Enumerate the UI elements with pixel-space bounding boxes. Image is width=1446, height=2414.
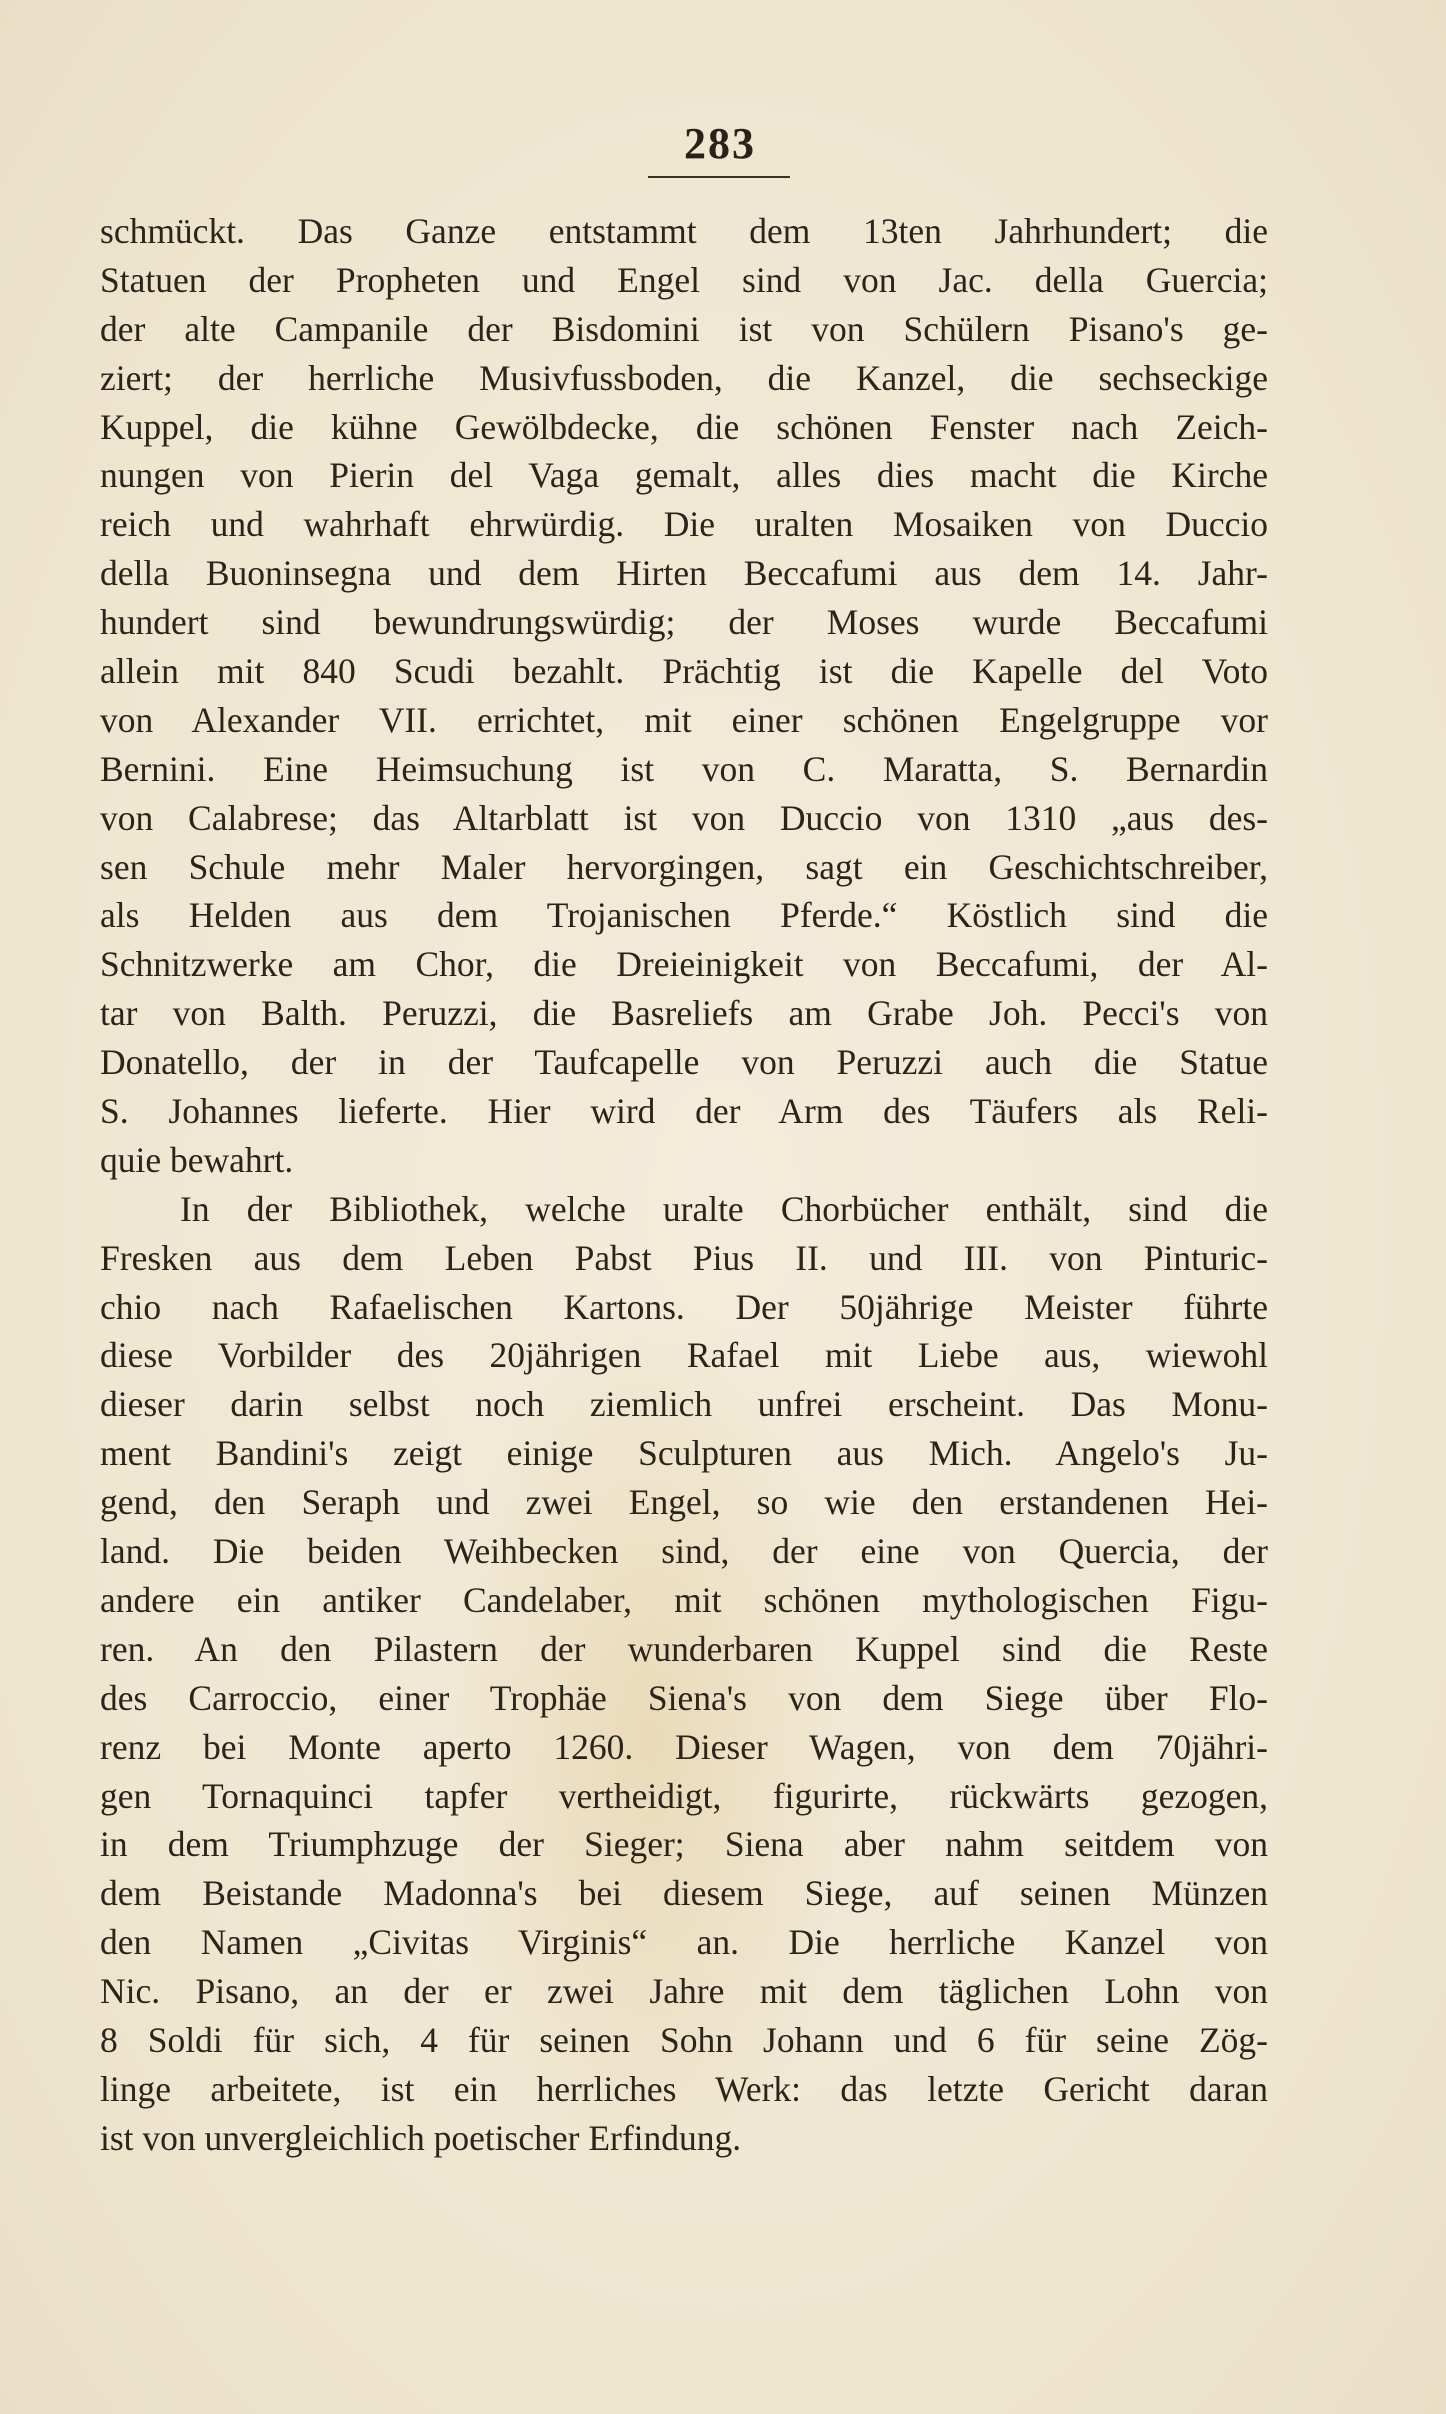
text-line: ren. An den Pilastern der wunderbaren Kuppel sind die Reste — [100, 1628, 1268, 1669]
body-text — [100, 207, 1268, 2163]
page-number: 283 — [684, 119, 756, 168]
text-line: Statuen der Propheten und Engel sind von Jac. della Guercia; — [100, 259, 1268, 300]
text-line: von Alexander VII. errichtet, mit einer schönen Engelgruppe vor — [100, 699, 1268, 740]
text-line: renz bei Monte aperto 1260. Dieser Wagen, von dem 70jähri- — [100, 1726, 1268, 1767]
text-line: allein mit 840 Scudi bezahlt. Prächtig ist die Kapelle del Voto — [100, 651, 1268, 692]
text-line: tar von Balth. Peruzzi, die Basreliefs am Grabe Joh. Pecci's von — [100, 993, 1268, 1034]
text-line: diese Vorbilder des 20jährigen Rafael mit Liebe aus, wiewohl — [100, 1335, 1268, 1376]
text-line: Nic. Pisano, an der er zwei Jahre mit dem täglichen Lohn von — [100, 1971, 1268, 2012]
text-line: hundert sind bewundrungswürdig; der Moses wurde Beccafumi — [100, 602, 1268, 643]
text-line: den Namen „Civitas Virginis“ an. Die herrliche Kanzel von — [100, 1922, 1268, 1963]
text-line: reich und wahrhaft ehrwürdig. Die uralten Mosaiken von Duccio — [100, 504, 1268, 545]
text-line: Donatello, der in der Taufcapelle von Peruzzi auch die Statue — [100, 1042, 1268, 1083]
text-line: dem Beistande Madonna's bei diesem Siege, auf seinen Münzen — [100, 1873, 1268, 1914]
text-line: ist von unvergleichlich poetischer Erfindung. — [100, 2117, 742, 2158]
text-line: dieser darin selbst noch ziemlich unfrei erscheint. Das Monu- — [100, 1384, 1268, 1425]
header-rule — [648, 176, 790, 178]
text-line: der alte Campanile der Bisdomini ist von Schülern Pisano's ge- — [100, 308, 1268, 349]
text-line: von Calabrese; das Altarblatt ist von Duccio von 1310 „aus des- — [100, 797, 1268, 838]
text-line: ziert; der herrliche Musivfussboden, die Kanzel, die sechseckige — [100, 357, 1268, 398]
text-line: Bernini. Eine Heimsuchung ist von C. Maratta, S. Bernardin — [100, 748, 1268, 789]
text-line: quie bewahrt. — [100, 1139, 294, 1180]
text-line: ment Bandini's zeigt einige Sculpturen aus Mich. Angelo's Ju- — [100, 1433, 1268, 1474]
text-line: andere ein antiker Candelaber, mit schönen mythologischen Figu- — [100, 1579, 1268, 1620]
text-line: Kuppel, die kühne Gewölbdecke, die schönen Fenster nach Zeich- — [100, 406, 1268, 447]
text-line: als Helden aus dem Trojanischen Pferde.“ Köstlich sind die — [100, 895, 1268, 936]
text-line: chio nach Rafaelischen Kartons. Der 50jährige Meister führte — [100, 1286, 1268, 1327]
text-line: 8 Soldi für sich, 4 für seinen Sohn Johann und 6 für seine Zög- — [100, 2019, 1268, 2060]
text-line: S. Johannes lieferte. Hier wird der Arm des Täufers als Reli- — [100, 1091, 1268, 1132]
text-line: gen Tornaquinci tapfer vertheidigt, figurirte, rückwärts gezogen, — [100, 1775, 1268, 1816]
text-line: des Carroccio, einer Trophäe Siena's von dem Siege über Flo- — [100, 1677, 1268, 1718]
text-line: in dem Triumphzuge der Sieger; Siena aber nahm seitdem von — [100, 1824, 1268, 1865]
text-line: della Buoninsegna und dem Hirten Beccafumi aus dem 14. Jahr- — [100, 553, 1268, 594]
text-line: gend, den Seraph und zwei Engel, so wie den erstandenen Hei- — [100, 1482, 1268, 1523]
text-line: linge arbeitete, ist ein herrliches Werk: das letzte Gericht daran — [100, 2068, 1268, 2109]
text-line: Fresken aus dem Leben Pabst Pius II. und III. von Pinturic- — [100, 1237, 1268, 1278]
text-line: schmückt. Das Ganze entstammt dem 13ten Jahrhundert; die — [100, 211, 1268, 251]
text-line: land. Die beiden Weihbecken sind, der eine von Quercia, der — [100, 1531, 1268, 1572]
text-line: Schnitzwerke am Chor, die Dreieinigkeit von Beccafumi, der Al- — [100, 944, 1268, 985]
text-line: nungen von Pierin del Vaga gemalt, alles dies macht die Kirche — [100, 455, 1268, 496]
text-line: sen Schule mehr Maler hervorgingen, sagt ein Geschichtschreiber, — [100, 846, 1268, 887]
text-line: In der Bibliothek, welche uralte Chorbücher enthält, sind die — [180, 1188, 1268, 1229]
